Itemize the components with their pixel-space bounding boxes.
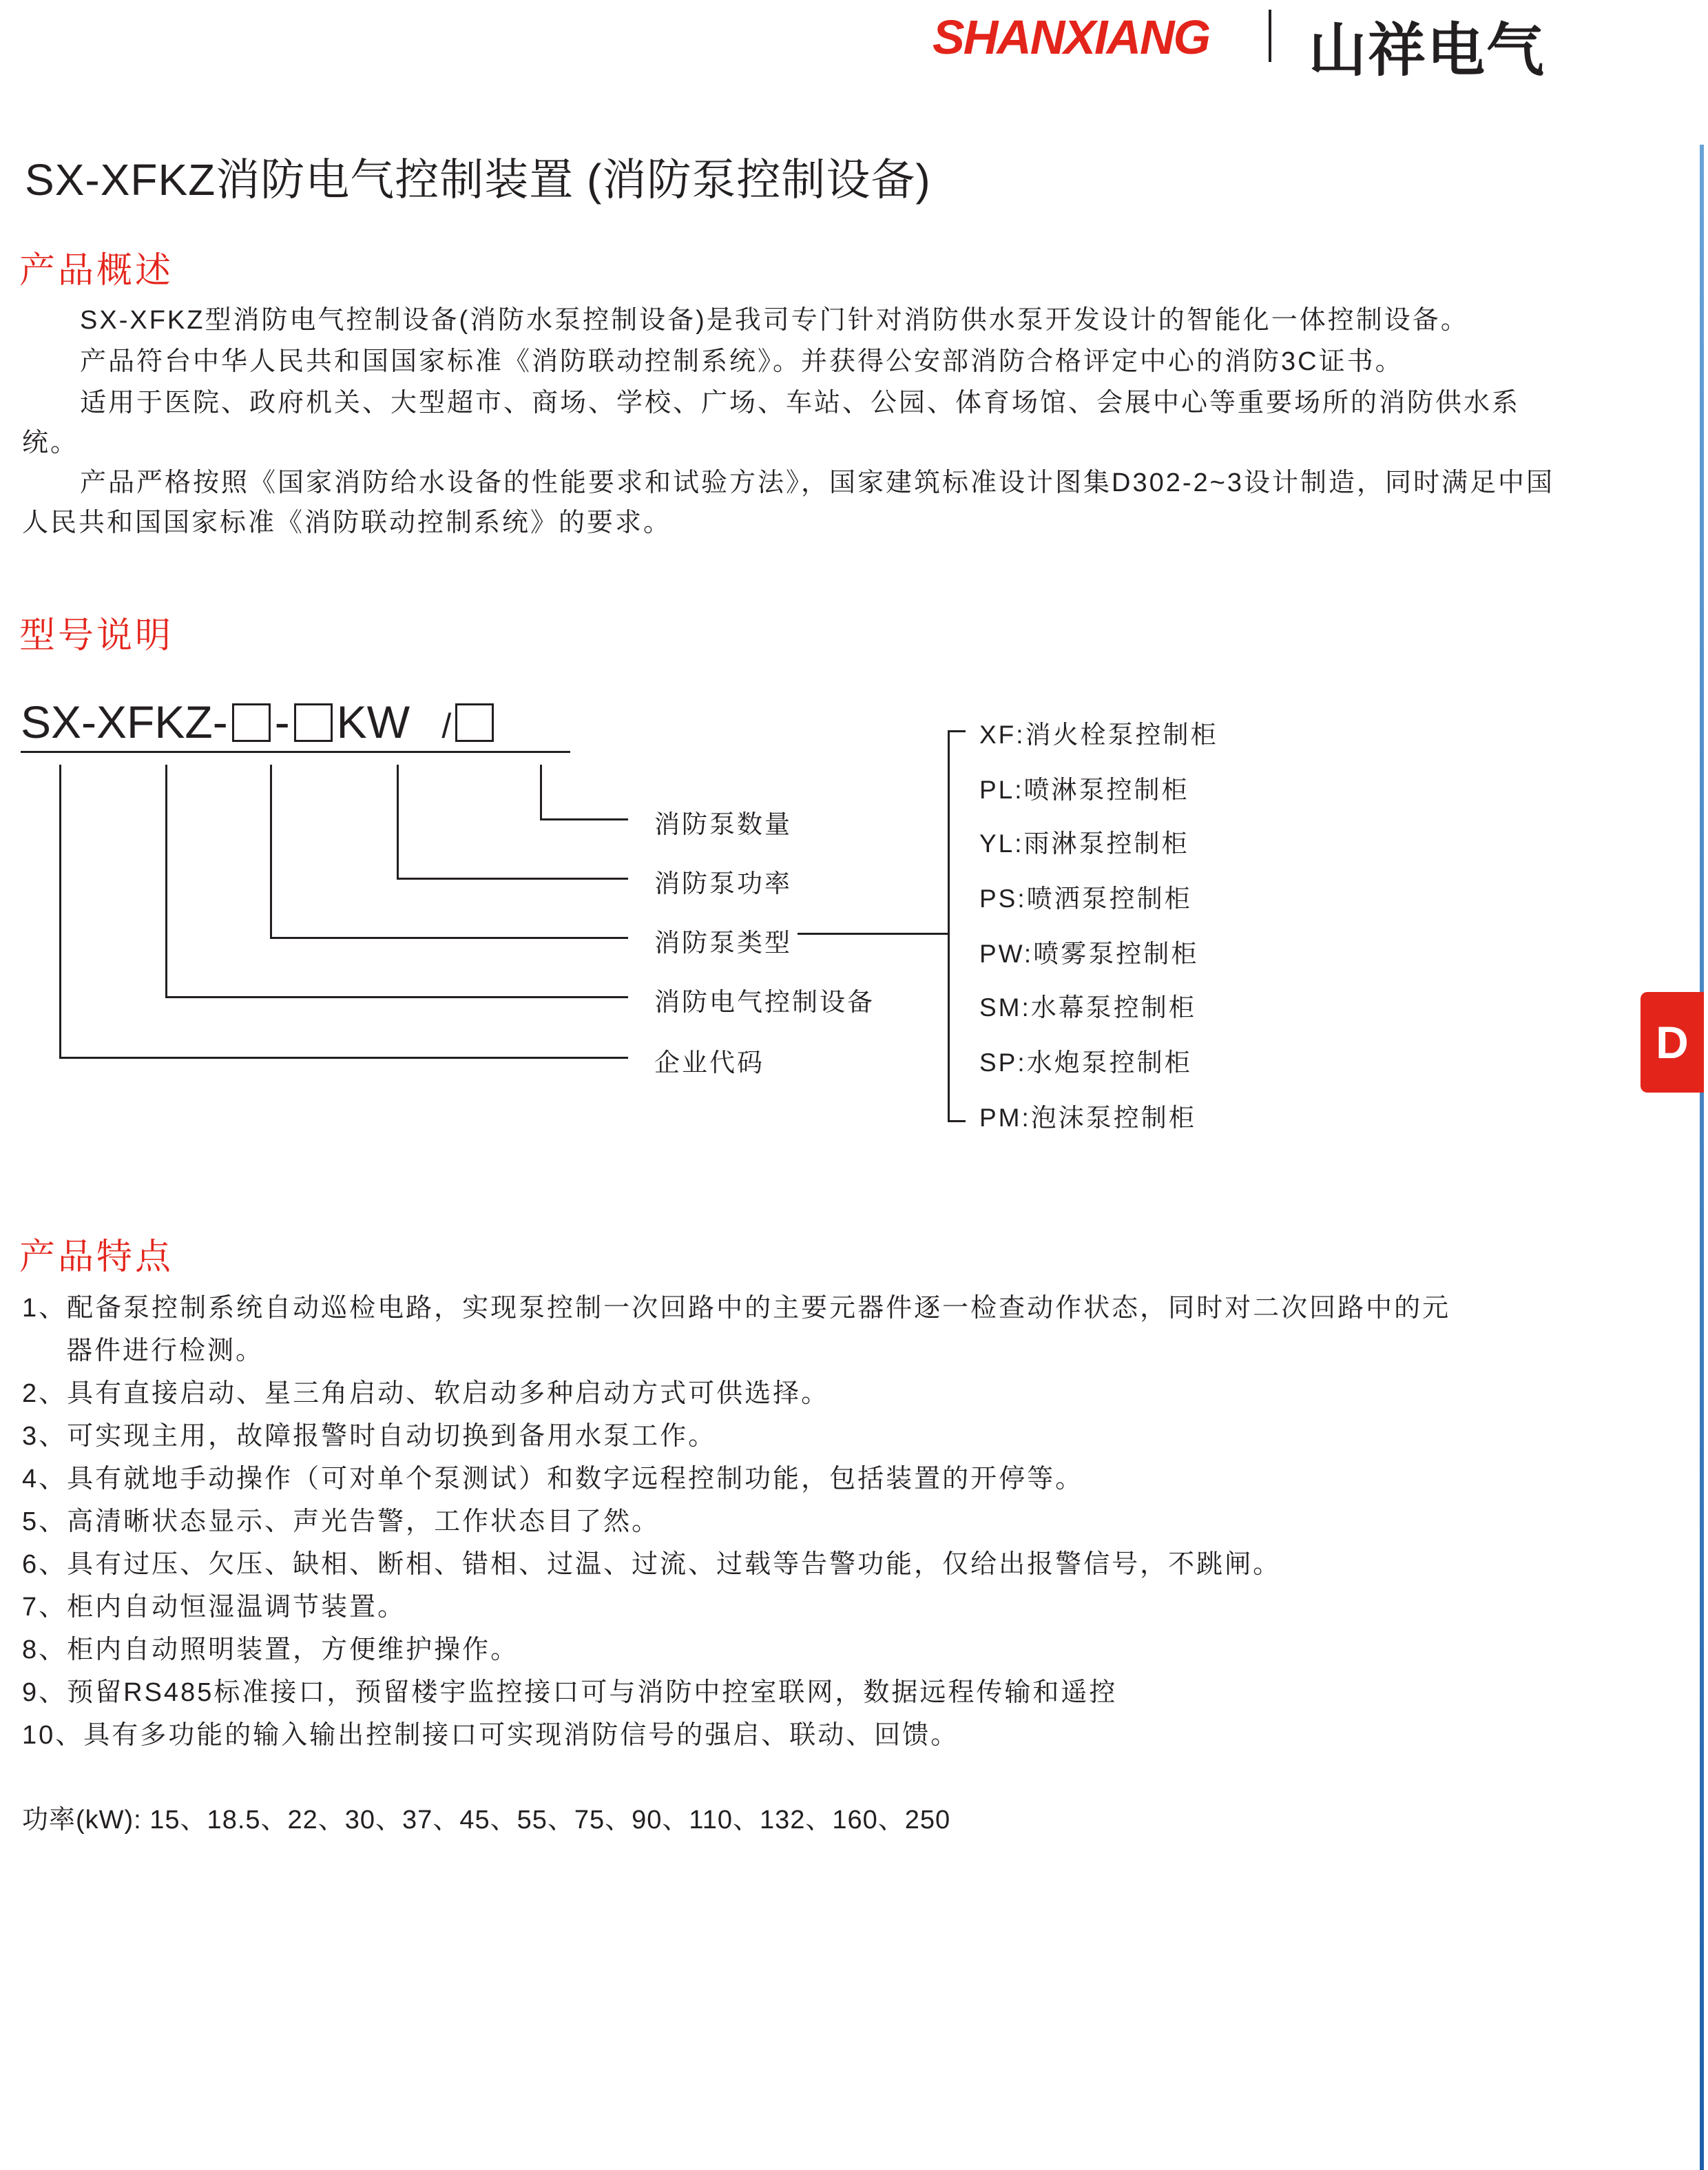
feature-item-5: [22, 1500, 1565, 1543]
overview-paragraph-4: 产品严格按照《国家消防给水设备的性能要求和试验方法》，国家建筑标准设计图集D302-2~3设计制造，同时满足中国人民共和国国家标准《消防联动控制系统》的要求。: [22, 468, 1554, 537]
feature-text: 预留RS485标准接口，预留楼宇监控接口可与消防中控室联网，数据远程传输和遥控: [67, 1678, 1118, 1707]
section-tab-d[interactable]: D: [1641, 992, 1704, 1093]
model-code-slash: /: [441, 707, 452, 745]
feature-num: 8、: [22, 1635, 67, 1664]
features-heading: 产品特点: [19, 1237, 174, 1277]
page-title: SX-XFKZ消防电气控制装置 (消防泵控制设备): [25, 155, 931, 205]
model-heading: 型号说明: [19, 616, 174, 656]
type-bracket-vertical: [948, 730, 950, 1122]
overview-paragraph-2: 产品符台中华人民共和国国家标准《消防联动控制系统》。并获得公安部消防合格评定中心的消防3C证书。: [80, 347, 1404, 376]
connector-type-horizontal: [270, 937, 628, 939]
type-option-pl: PL:喷淋泵控制柜: [979, 776, 1189, 804]
power-placeholder-box: [294, 703, 333, 742]
model-code: [21, 696, 498, 748]
feature-item-8: [22, 1629, 1565, 1671]
label-pump-power: 消防泵功率: [654, 869, 792, 898]
type-placeholder-box: [232, 703, 271, 742]
type-bracket-bottom-tick: [948, 1120, 966, 1122]
feature-num: 6、: [22, 1550, 67, 1579]
type-bracket-top-tick: [948, 730, 966, 732]
type-option-pw: PW:喷雾泵控制柜: [979, 940, 1199, 968]
model-code-underline: [21, 751, 570, 753]
feature-num: 1、: [22, 1294, 67, 1323]
feature-text: 高清晰状态显示、声光告警，工作状态目了然。: [67, 1507, 660, 1536]
type-option-yl: YL:雨淋泵控制柜: [979, 829, 1189, 858]
label-pump-type: 消防泵类型: [654, 929, 792, 957]
model-code-kw: KW: [336, 696, 410, 747]
feature-num: 3、: [22, 1422, 67, 1451]
type-option-sm: SM:水幕泵控制柜: [979, 993, 1196, 1022]
connector-power-vertical: [397, 765, 399, 879]
feature-text: 具有直接启动、星三角启动、软启动多种启动方式可供选择。: [67, 1379, 830, 1408]
type-option-pm: PM:泡沫泵控制柜: [979, 1104, 1196, 1132]
power-ratings: 功率(kW): 15、18.5、22、30、37、45、55、75、90、110、132、160、250: [22, 1806, 951, 1835]
overview-heading: 产品概述: [19, 251, 174, 291]
feature-item-6: [22, 1543, 1565, 1586]
feature-item-7: [22, 1586, 1565, 1629]
connector-quantity-horizontal: [540, 818, 628, 820]
feature-item-1: [22, 1287, 1565, 1330]
brand-logo-chinese: 山祥电气: [1309, 18, 1546, 83]
connector-device-horizontal: [165, 996, 628, 998]
feature-text: 可实现主用，故障报警时自动切换到备用水泵工作。: [67, 1422, 717, 1451]
connector-company-vertical: [59, 765, 61, 1058]
feature-num: 4、: [22, 1465, 67, 1494]
feature-item-10: [22, 1714, 1565, 1757]
feature-num: 10、: [22, 1721, 84, 1750]
type-option-ps: PS:喷洒泵控制柜: [979, 885, 1192, 913]
model-code-dash: -: [274, 696, 290, 747]
feature-item-2: [22, 1372, 1565, 1415]
overview-paragraph-1: SX-XFKZ型消防电气控制设备(消防水泵控制设备)是我司专门针对消防供水泵开发设计的智能化一体控制设备。: [80, 306, 1469, 335]
feature-item-4: [22, 1458, 1565, 1500]
right-edge-rule: [1700, 145, 1704, 2170]
feature-text: 柜内自动恒湿温调节装置。: [67, 1593, 406, 1622]
feature-text: 具有就地手动操作（可对单个泵测试）和数字远程控制功能，包括装置的开停等。: [67, 1465, 1084, 1494]
feature-num: 7、: [22, 1593, 67, 1622]
connector-type-vertical: [270, 765, 272, 938]
connector-device-vertical: [165, 765, 167, 998]
feature-num: 2、: [22, 1379, 67, 1408]
feature-num: 5、: [22, 1507, 67, 1536]
connector-company-horizontal: [59, 1057, 628, 1059]
feature-text: 具有多功能的输入输出控制接口可实现消防信号的强启、联动、回馈。: [83, 1721, 959, 1750]
type-bracket-connector: [798, 933, 949, 935]
feature-item-9: [22, 1671, 1565, 1714]
feature-text: 配备泵控制系统自动巡检电路，实现泵控制一次回路中的主要元器件逐一检查动作状态，同时对二次回路中的元: [67, 1294, 1451, 1323]
feature-num: 9、: [22, 1678, 67, 1707]
feature-text: 柜内自动照明装置，方便维护操作。: [67, 1635, 519, 1664]
model-code-prefix: SX-XFKZ-: [21, 696, 228, 747]
connector-power-horizontal: [397, 878, 628, 880]
brand-divider: [1269, 10, 1271, 62]
feature-item-3: [22, 1415, 1565, 1458]
feature-text: 具有过压、欠压、缺相、断相、错相、过温、过流、过载等告警功能，仅给出报警信号，不跳闸。: [67, 1550, 1282, 1579]
feature-item-1-continued: 器件进行检测。: [66, 1336, 264, 1365]
label-company-code: 企业代码: [654, 1048, 764, 1077]
connector-quantity-vertical: [540, 765, 542, 820]
brand-logo-english: SHANXIANG: [933, 10, 1210, 64]
label-pump-quantity: 消防泵数量: [654, 810, 792, 838]
quantity-placeholder-box: [455, 703, 494, 742]
label-control-device: 消防电气控制设备: [654, 988, 875, 1016]
type-option-xf: XF:消火栓泵控制柜: [979, 721, 1218, 749]
overview-paragraph-3: 适用于医院、政府机关、大型超市、商场、学校、广场、车站、公园、体育场馆、会展中心等重要场所的消防供水系统。: [22, 389, 1521, 457]
type-option-sp: SP:水炮泵控制柜: [979, 1048, 1192, 1077]
